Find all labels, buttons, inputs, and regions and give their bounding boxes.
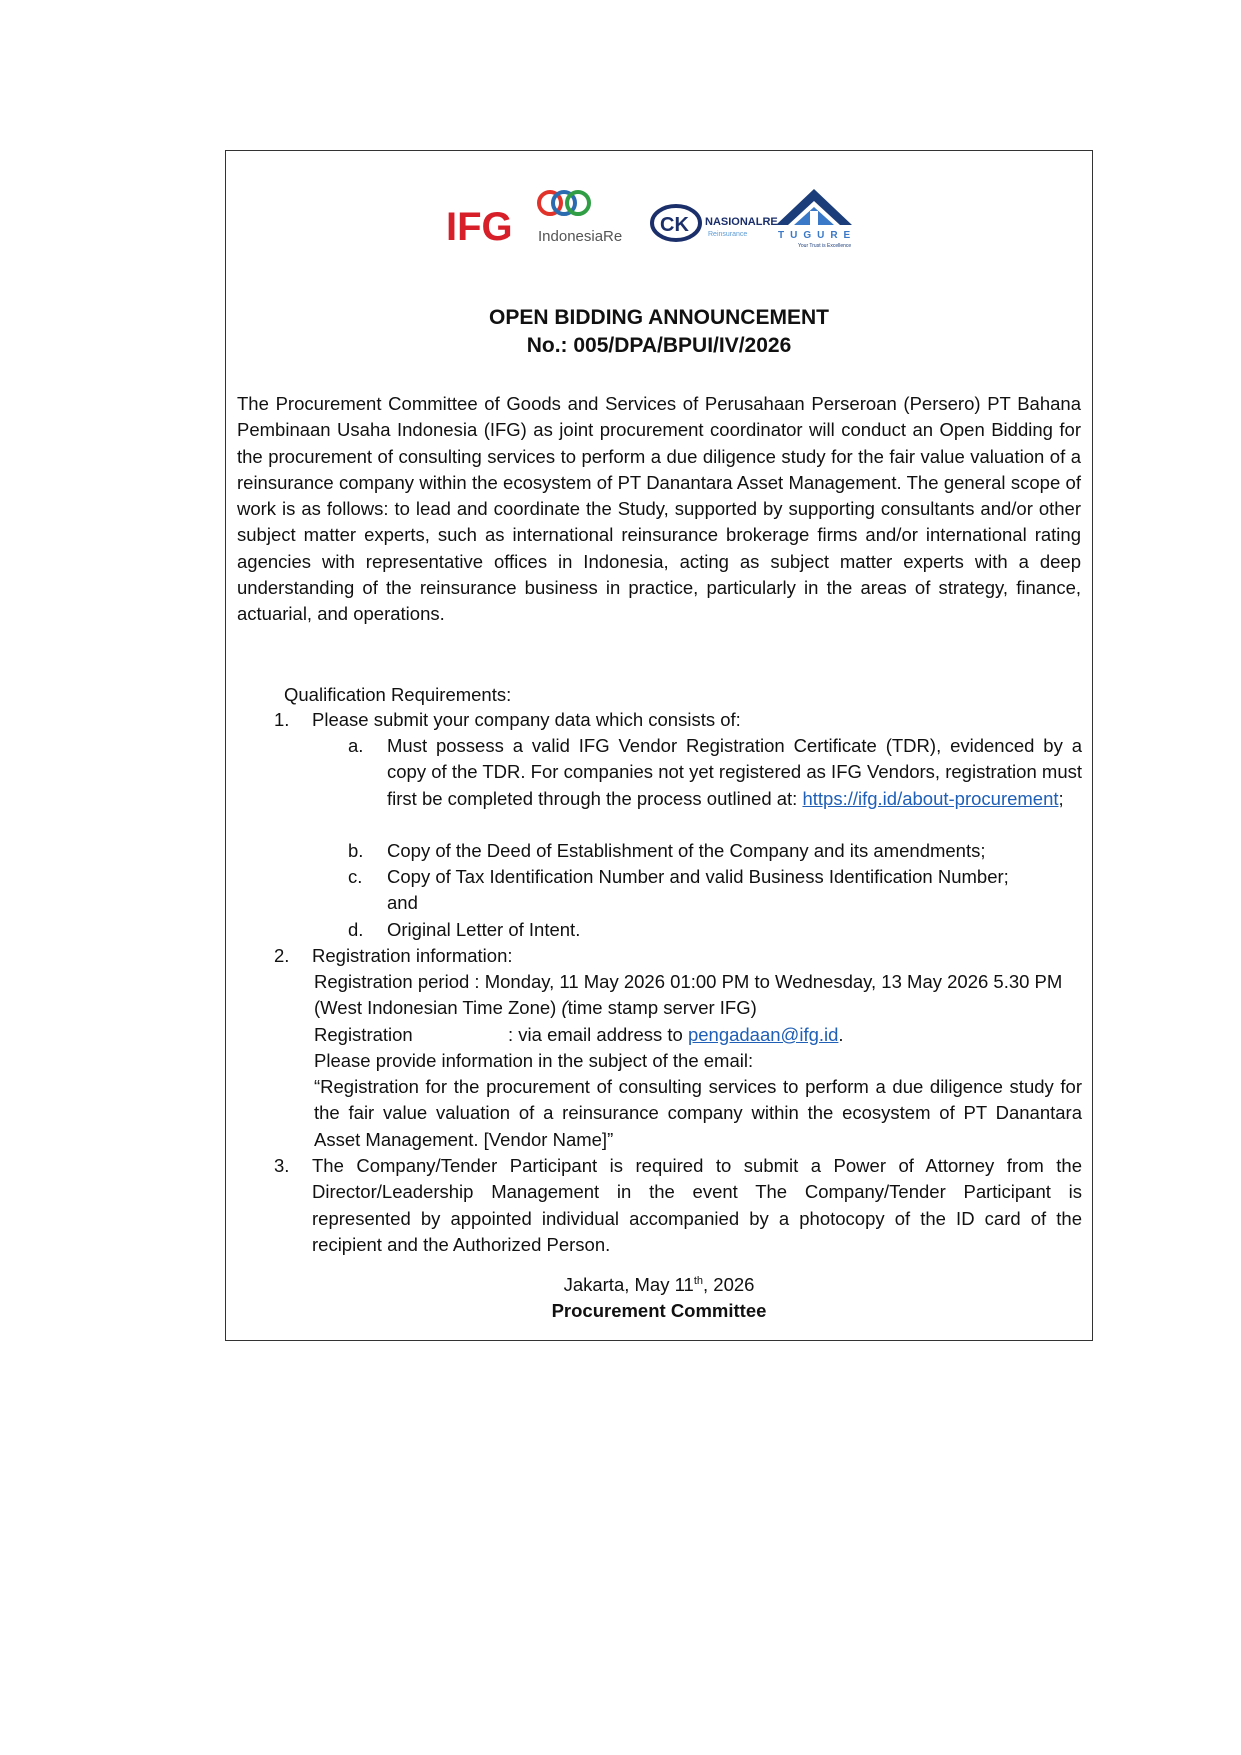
registration-period-paren: ( [556,997,568,1019]
announcement-frame [225,150,1093,1341]
committee-signature: Procurement Committee [551,1300,767,1321]
company-logos [446,181,886,251]
registration-period [314,969,1084,1022]
email-subject-text: “Registration for the procurement of consulting services to perform a due diligence study for the fair value valuation of a reinsurance company within the ecosystem of PT Danantara Asset Management. [Vendor Name]” [314,1076,1082,1150]
registration-value [508,1022,1088,1048]
tugure-logo [776,189,856,249]
svg-text:NASIONALRE: NASIONALRE [705,216,778,228]
item-1d-text: Original Letter of Intent. [387,919,581,940]
item-2-number: 2. [274,945,290,966]
svg-text:TUGURE: TUGURE [778,230,857,241]
item-3-text: The Company/Tender Participant is required to submit a Power of Attorney from the Director/Leadership Management in the event The Company/Tender Participant is represented by appointed individual accompanied by a photocopy of the ID card of the recipient and the Authorized Person. [312,1155,1082,1255]
item-3-number: 3. [274,1155,290,1176]
registration-period-end: time stamp server IFG) [567,997,757,1019]
nasionalre-logo [652,206,778,240]
svg-text:IFG: IFG [446,205,513,249]
svg-text:Reinsurance: Reinsurance [708,231,748,238]
announcement-title: OPEN BIDDING ANNOUNCEMENT [489,306,829,329]
item-1b-letter: b. [348,840,364,861]
announcement-number: No.: 005/DPA/BPUI/IV/2026 [526,334,792,357]
item-1a-letter: a. [348,735,364,756]
svg-text:IndonesiaRe: IndonesiaRe [538,228,623,245]
svg-text:CK: CK [660,214,689,236]
registration-email-end: . [838,1024,844,1045]
registration-value-text: : via email address to [508,1024,683,1045]
item-1a-text [387,733,1082,812]
registration-email-link[interactable]: pengadaan@ifg.id [687,1024,839,1045]
procurement-link[interactable]: https://ifg.id/about-procurement [802,787,1059,809]
requirements-heading: Qualification Requirements: [284,684,512,705]
ifg-logo [446,205,513,249]
place-date-year: , 2026 [703,1274,755,1295]
item-1-text: Please submit your company data which consists of: [312,709,741,730]
place-date-main: Jakarta, May 11 [563,1274,694,1295]
item-1d-letter: d. [348,919,364,940]
svg-text:Your Trust is Excellence: Your Trust is Excellence [798,243,852,249]
item-1b-text: Copy of the Deed of Establishment of the Company and its amendments; [387,840,986,861]
item-1c-text: Copy of Tax Identification Number and valid Business Identification Number; and [387,866,1009,914]
intro-paragraph: The Procurement Committee of Goods and Services of Perusahaan Perseroan (Persero) PT Bahana Pembinaan Usaha Indonesia (IFG) as joint procurement coordinator will conduct an Open Bidding for the procurement of consulting services to perform a due diligence study for the fair value valuation of a reinsurance company within the ecosystem of PT Danantara Asset Management. The general scope of work is as follows: to lead and coordinate the Study, supported by supporting consultants and/or other subject matter experts, such as international reinsurance brokerage firms and/or international rating agencies with representative offices in Indonesia, acting as subject matter experts with a deep understanding of the reinsurance business in practice, particularly in the areas of strategy, finance, actuarial, and operations. [237,393,1081,625]
item-1c-letter: c. [348,866,363,887]
item-1-number: 1. [274,709,290,730]
email-subject-note: Please provide information in the subject of the email: [314,1050,754,1071]
registration-label: Registration [314,1024,413,1045]
place-date [226,1274,1092,1296]
item-1a-end: ; [1058,787,1064,809]
item-1a-body: Must possess a valid IFG Vendor Registration Certificate (TDR), evidenced by a copy of the TDR. For companies not yet registered as IFG Vendors, registration must first be completed through the process outlined at: [387,735,1082,809]
registration-period-text: Registration period : Monday, 11 May 2026 01:00 PM to Wednesday, 13 May 2026 5.30 PM (West Indonesian Time Zone) [314,971,1063,1019]
indonesiare-logo [538,192,622,245]
item-2-text: Registration information: [312,945,513,966]
place-date-suffix: th [693,1274,703,1287]
